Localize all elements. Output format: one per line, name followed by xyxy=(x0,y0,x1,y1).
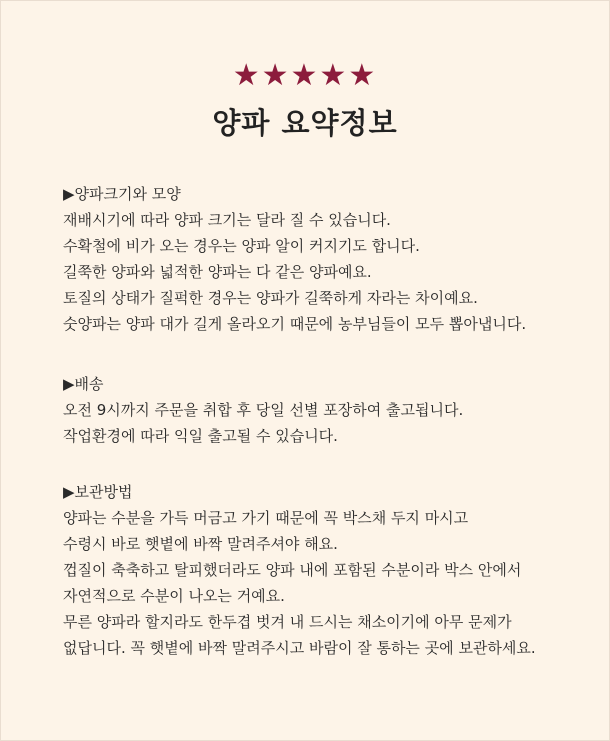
section-shipping xyxy=(63,371,583,449)
section-heading: ▶보관방법 xyxy=(63,483,133,501)
text-line: 껍질이 축축하고 탈피했더라도 양파 내에 포함된 수분이라 박스 안에서 xyxy=(63,561,522,579)
text-line: 무른 양파라 할지라도 한두겹 벗겨 내 드시는 채소이기에 아무 문제가 xyxy=(63,613,512,631)
page-title: 양파 요약정보 xyxy=(212,106,398,140)
text-line: 숫양파는 양파 대가 길게 올라오기 때문에 농부님들이 모두 뽑아냅니다. xyxy=(63,315,527,333)
section-size-shape xyxy=(63,181,583,337)
text-line: 양파는 수분을 가득 머금고 가기 때문에 꼭 박스채 두지 마시고 xyxy=(63,509,469,527)
text-line: 자연적으로 수분이 나오는 거예요. xyxy=(63,587,285,605)
section-storage xyxy=(63,479,583,661)
text-line: 재배시기에 따라 양파 크기는 달라 질 수 있습니다. xyxy=(63,211,391,229)
text-line: 작업환경에 따라 익일 출고될 수 있습니다. xyxy=(63,427,338,445)
rating-stars: ★★★★★ xyxy=(232,58,378,93)
text-line: 수확철에 비가 오는 경우는 양파 알이 커지기도 합니다. xyxy=(63,237,420,255)
section-heading: ▶양파크기와 모양 xyxy=(63,185,181,203)
text-line: 오전 9시까지 주문을 취합 후 당일 선별 포장하여 출고됩니다. xyxy=(63,401,464,419)
section-heading: ▶배송 xyxy=(63,375,104,393)
text-line: 길쭉한 양파와 넓적한 양파는 다 같은 양파예요. xyxy=(63,263,372,281)
text-line: 없답니다. 꼭 햇볕에 바짝 말려주시고 바람이 잘 통하는 곳에 보관하세요. xyxy=(63,639,536,657)
text-line: 수령시 바로 햇볕에 바짝 말려주셔야 해요. xyxy=(63,535,338,553)
text-line: 토질의 상태가 질퍽한 경우는 양파가 길쭉하게 자라는 차이예요. xyxy=(63,289,478,307)
